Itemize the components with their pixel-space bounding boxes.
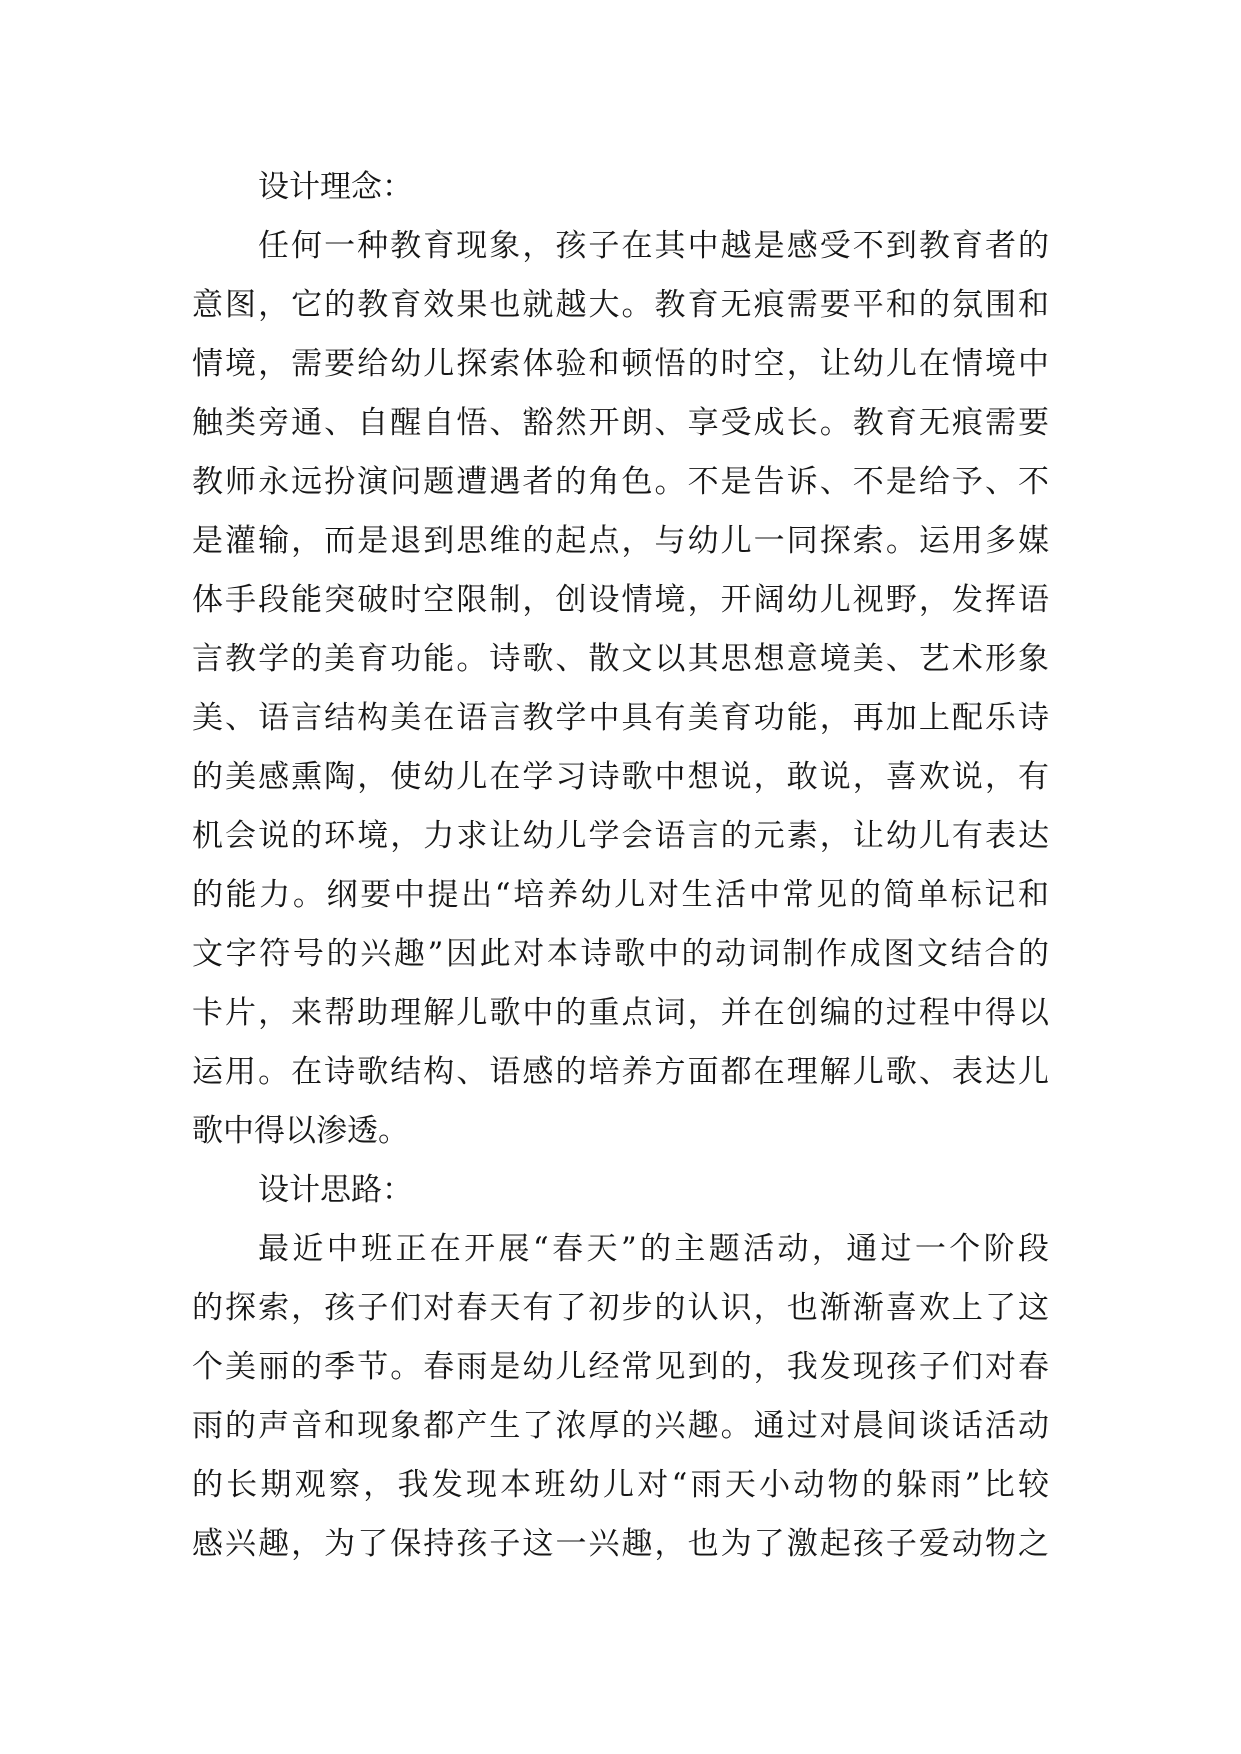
paragraph-design-approach [192, 1220, 1049, 1574]
paragraph-line: 机会说的环境，力求让幼儿学会语言的元素，让幼儿有表达 [192, 818, 1049, 854]
paragraph-line: 是灌输，而是退到思维的起点，与幼儿一同探索。运用多媒 [192, 523, 1049, 559]
document-page [192, 158, 1049, 1574]
paragraph-line: 情境，需要给幼儿探索体验和顿悟的时空，让幼儿在情境中 [192, 346, 1049, 382]
paragraph-line: 文字符号的兴趣”因此对本诗歌中的动词制作成图文结合的 [192, 936, 1049, 972]
paragraph-line: 美、语言结构美在语言教学中具有美育功能，再加上配乐诗 [192, 700, 1049, 736]
paragraph-line: 雨的声音和现象都产生了浓厚的兴趣。通过对晨间谈话活动 [192, 1408, 1049, 1444]
paragraph-line: 教师永远扮演问题遭遇者的角色。不是告诉、不是给予、不 [192, 464, 1049, 500]
paragraph-line: 的长期观察，我发现本班幼儿对“雨天小动物的躲雨”比较 [192, 1467, 1049, 1503]
paragraph-line: 体手段能突破时空限制，创设情境，开阔幼儿视野，发挥语 [192, 582, 1049, 618]
paragraph-line: 言教学的美育功能。诗歌、散文以其思想意境美、艺术形象 [192, 641, 1049, 677]
section-heading-design-approach: 设计思路： [258, 1172, 413, 1208]
paragraph-design-concept [192, 217, 1049, 1161]
section-heading-design-concept: 设计理念： [258, 169, 413, 205]
paragraph-line: 触类旁通、自醒自悟、豁然开朗、享受成长。教育无痕需要 [192, 405, 1049, 441]
paragraph-line: 意图，它的教育效果也就越大。教育无痕需要平和的氛围和 [192, 287, 1049, 323]
paragraph-line: 歌中得以渗透。 [192, 1113, 409, 1149]
paragraph-line: 任何一种教育现象，孩子在其中越是感受不到教育者的 [258, 228, 1049, 264]
paragraph-line: 的探索，孩子们对春天有了初步的认识，也渐渐喜欢上了这 [192, 1290, 1049, 1326]
paragraph-line: 运用。在诗歌结构、语感的培养方面都在理解儿歌、表达儿 [192, 1054, 1049, 1090]
paragraph-line: 感兴趣，为了保持孩子这一兴趣，也为了激起孩子爱动物之 [192, 1526, 1049, 1562]
paragraph-line: 的能力。纲要中提出“培养幼儿对生活中常见的简单标记和 [192, 877, 1049, 913]
paragraph-line: 最近中班正在开展“春天”的主题活动，通过一个阶段 [258, 1231, 1049, 1267]
paragraph-line: 卡片，来帮助理解儿歌中的重点词，并在创编的过程中得以 [192, 995, 1049, 1031]
paragraph-line: 个美丽的季节。春雨是幼儿经常见到的，我发现孩子们对春 [192, 1349, 1049, 1385]
paragraph-line: 的美感熏陶，使幼儿在学习诗歌中想说，敢说，喜欢说，有 [192, 759, 1049, 795]
